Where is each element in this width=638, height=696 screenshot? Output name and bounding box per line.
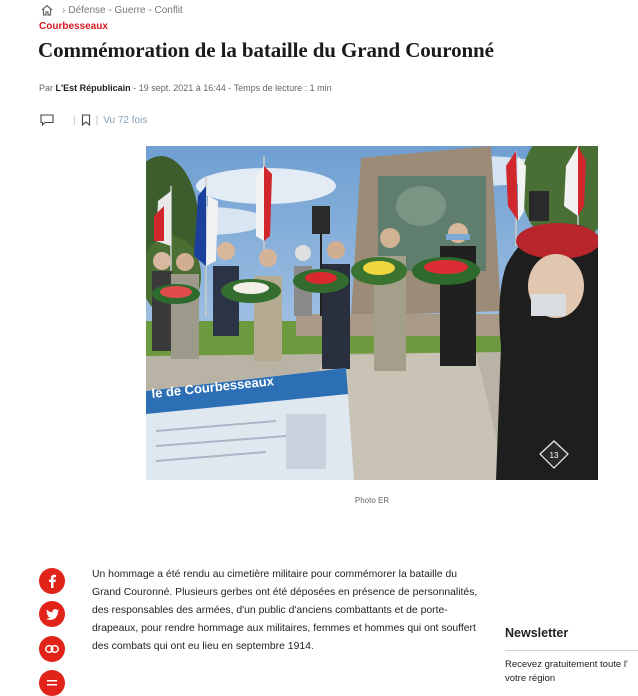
byline-prefix: Par xyxy=(39,83,54,93)
breadcrumb-separator: › xyxy=(62,4,66,16)
breadcrumb-item-defense[interactable]: Défense - Guerre - Conflit xyxy=(68,4,183,16)
facebook-icon xyxy=(47,574,57,588)
newsletter-title: Newsletter xyxy=(505,626,569,640)
photo-caption: Photo ER xyxy=(354,496,390,505)
share-more-button[interactable] xyxy=(39,670,65,696)
article-photo[interactable] xyxy=(146,146,598,480)
action-divider: | xyxy=(95,114,99,126)
article-category[interactable]: Courbesseaux xyxy=(39,21,108,32)
comment-button[interactable] xyxy=(40,114,54,126)
byline-details: - 19 sept. 2021 à 16:44 - Temps de lecture : 1 min xyxy=(130,83,332,93)
bookmark-icon xyxy=(81,114,91,126)
bookmark-button[interactable] xyxy=(81,114,91,126)
share-twitter-button[interactable] xyxy=(39,601,65,627)
action-divider: | xyxy=(73,114,76,126)
article-actions xyxy=(40,114,147,126)
article-body: Un hommage a été rendu au cimetière militaire pour commémorer la bataille du Grand Couronné. Plusieurs gerbes ont été déposées en présence de personnalités, des responsables des armées, d'un public d'anciens combattants et de porte-drapeaux, pour rendre hommage aux militaires, femmes et hommes qui ont souffert des combats qui ont eu lieu en septembre 1914. xyxy=(92,569,478,652)
ceremony-photo xyxy=(146,146,598,480)
home-icon[interactable] xyxy=(40,3,54,17)
byline-author[interactable]: L'Est Républicain xyxy=(55,83,131,93)
twitter-icon xyxy=(46,609,59,620)
more-icon xyxy=(46,678,58,688)
breadcrumb xyxy=(40,2,183,18)
share-facebook-button[interactable] xyxy=(39,568,65,594)
share-link-button[interactable] xyxy=(39,636,65,662)
link-icon xyxy=(45,645,59,653)
sign-title: le de Courbesseaux xyxy=(150,373,275,401)
article-byline xyxy=(39,83,332,93)
newsletter-text-line-1: Recevez gratuitement toute l' xyxy=(505,659,628,670)
patch-number: 13 xyxy=(549,451,559,460)
newsletter-text-line-2: votre région xyxy=(505,673,556,684)
page-title: Commémoration de la bataille du Grand Couronné xyxy=(38,38,494,62)
newsletter-divider xyxy=(505,650,638,651)
view-count: Vu 72 fois xyxy=(103,114,148,126)
comment-icon xyxy=(40,114,54,126)
